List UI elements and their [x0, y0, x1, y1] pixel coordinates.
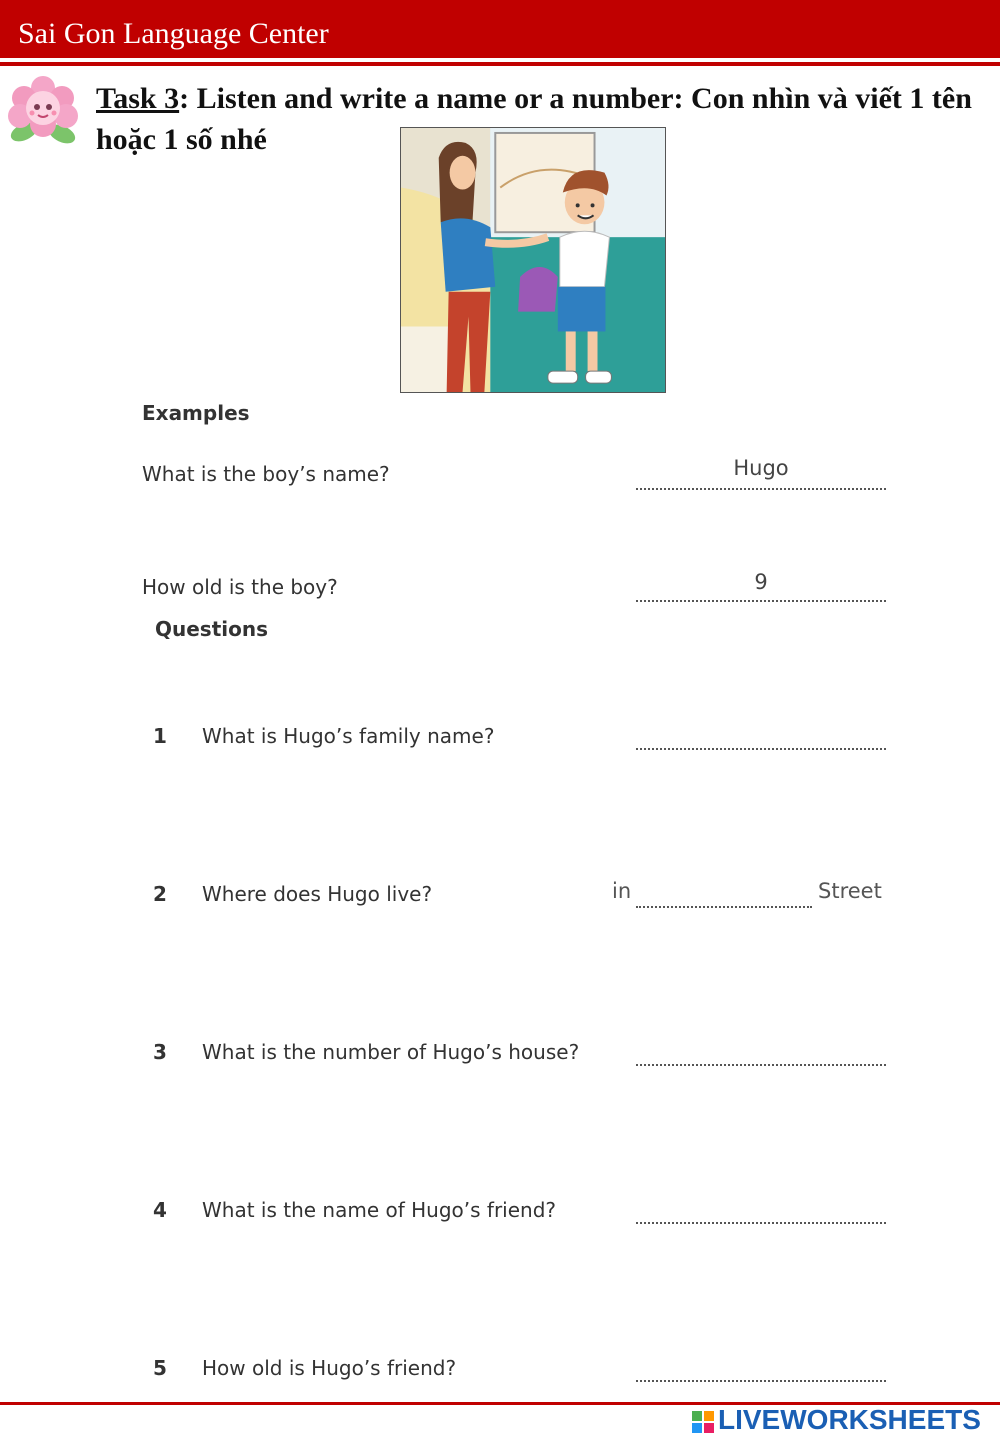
header-title: Sai Gon Language Center: [18, 17, 329, 50]
question-5: How old is Hugo’s friend?: [202, 1356, 457, 1380]
task-instruction: : Listen and write a name or a number: Con nhìn và viết 1 tên hoặc 1 số nhé: [96, 82, 972, 156]
question-number-3: 3: [153, 1040, 167, 1064]
liveworksheets-logo-icon: [692, 1408, 716, 1438]
question-number-5: 5: [153, 1356, 167, 1380]
task-label: Task 3: [96, 82, 180, 115]
answer-field-2[interactable]: [636, 878, 812, 908]
flower-icon: [4, 74, 82, 150]
teacher-and-boy-illustration: [400, 127, 666, 393]
question-number-2: 2: [153, 882, 167, 906]
question-number-4: 4: [153, 1198, 167, 1222]
example-question-1: What is the boy’s name?: [142, 462, 390, 486]
answer-suffix-2: Street: [818, 879, 882, 903]
answer-field-4[interactable]: [636, 1194, 886, 1224]
answer-field-5[interactable]: [636, 1352, 886, 1382]
header-divider: [0, 62, 1000, 66]
question-1: What is Hugo’s family name?: [202, 724, 495, 748]
example-answer-2: 9: [754, 570, 768, 594]
question-4: What is the name of Hugo’s friend?: [202, 1198, 557, 1222]
answer-field-3[interactable]: [636, 1036, 886, 1066]
questions-heading: Questions: [155, 617, 269, 641]
answer-field-1[interactable]: [636, 720, 886, 750]
question-2: Where does Hugo live?: [202, 882, 433, 906]
answer-prefix-2: in: [612, 879, 632, 903]
examples-heading: Examples: [142, 401, 250, 425]
question-3: What is the number of Hugo’s house?: [202, 1040, 580, 1064]
example-question-2: How old is the boy?: [142, 575, 338, 599]
footer-logo-text[interactable]: LIVEWORKSHEETS: [718, 1404, 981, 1435]
question-number-1: 1: [153, 724, 167, 748]
example-answer-1: Hugo: [733, 456, 789, 480]
header-bar: [0, 0, 1000, 58]
